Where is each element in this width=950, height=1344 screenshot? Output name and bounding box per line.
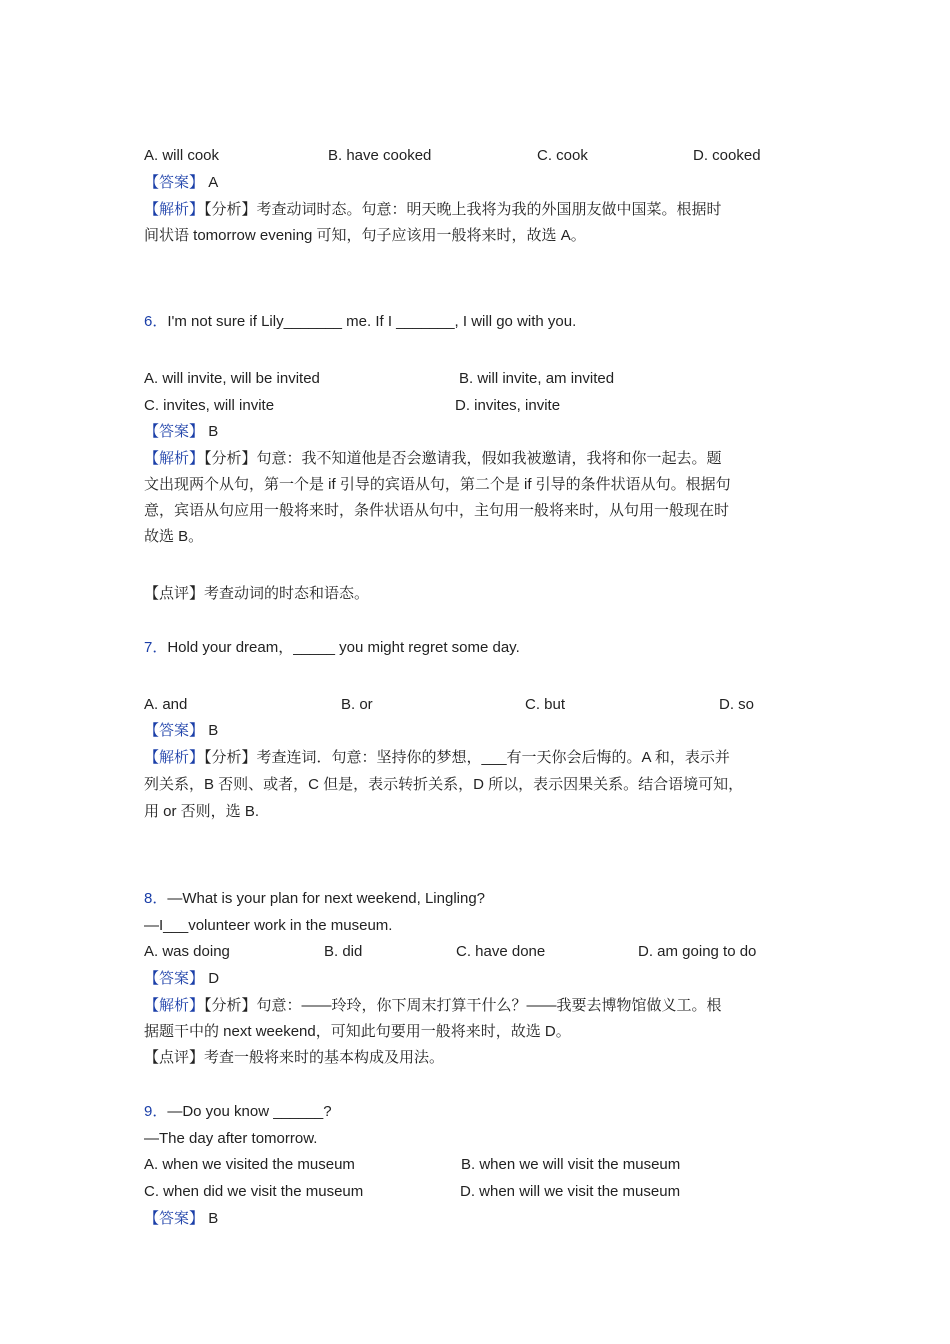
answer-tag: 【答案】 (144, 423, 205, 440)
q7-options-row (144, 695, 804, 715)
analysis-text: 【分析】考查动词时态。句意：明天晚上我将为我的外国朋友做中国菜。根据时 (204, 201, 722, 218)
q9-option-c: C. when did we visit the museum (144, 1183, 364, 1200)
q7-option-a: A. and (144, 696, 188, 713)
answer-tag: 【答案】 (144, 1210, 205, 1227)
q7-option-c: C. but (525, 696, 566, 713)
q9-line-2: —The day after tomorrow. (144, 1130, 318, 1147)
q7-option-d: D. so (719, 696, 755, 713)
answer-value: A (208, 174, 219, 191)
q8-option-b: B. did (324, 943, 363, 960)
question-text: —What is your plan for next weekend, Lingling? (167, 890, 486, 907)
q8-comment: 【点评】考查一般将来时的基本构成及用法。 (144, 1049, 445, 1066)
answer-value: D (208, 970, 220, 987)
q6-answer (144, 422, 218, 442)
q8-option-c: C. have done (456, 943, 546, 960)
q7-option-b: B. or (341, 696, 373, 713)
q9-stem (144, 1102, 332, 1122)
analysis-text: 【分析】考查连词．句意：坚持你的梦想，___有一天你会后悔的。A 和，表示并 (204, 749, 730, 766)
q6-options-row-1 (144, 369, 804, 389)
q6-option-d: D. invites, invite (455, 397, 561, 414)
q9-answer (144, 1209, 218, 1229)
q7-analysis-line-3: 用 or 否则，选 B. (144, 803, 260, 820)
answer-value: B (208, 1210, 219, 1227)
q5-analysis-line-2: 间状语 tomorrow evening 可知，句子应该用一般将来时，故选 A。 (144, 227, 586, 244)
answer-tag: 【答案】 (144, 722, 205, 739)
q9-options-row-2 (144, 1182, 804, 1202)
q8-option-d: D. am going to do (638, 943, 757, 960)
q6-stem (144, 312, 576, 332)
q6-analysis-line-4: 故选 B。 (144, 528, 204, 545)
q5-option-d: D. cooked (693, 147, 761, 164)
analysis-tag: 【解析】 (144, 201, 205, 218)
q9-option-b: B. when we will visit the museum (461, 1156, 681, 1173)
question-text: —Do you know ______? (167, 1103, 332, 1120)
q6-analysis-line-1 (144, 449, 722, 469)
q6-option-c: C. invites, will invite (144, 397, 275, 414)
q5-answer (144, 173, 218, 193)
analysis-tag: 【解析】 (144, 997, 205, 1014)
answer-tag: 【答案】 (144, 174, 205, 191)
q6-option-b: B. will invite, am invited (459, 370, 615, 387)
q6-analysis-line-3: 意，宾语从句应用一般将来时，条件状语从句中，主句用一般将来时，从句用一般现在时 (144, 502, 730, 519)
question-number: 7． (144, 639, 168, 656)
analysis-text: 【分析】句意：——玲玲，你下周末打算干什么？——我要去博物馆做义工。根 (204, 997, 722, 1014)
q8-analysis-line-2: 据题干中的 next weekend，可知此句要用一般将来时，故选 D。 (144, 1023, 571, 1040)
q5-option-b: B. have cooked (328, 147, 432, 164)
q7-stem (144, 638, 520, 658)
q8-line-2: —I___volunteer work in the museum. (144, 917, 393, 934)
q8-options-row (144, 942, 804, 962)
answer-value: B (208, 722, 219, 739)
question-number: 6． (144, 313, 168, 330)
question-text: Hold your dream，_____ you might regret some day. (167, 639, 520, 656)
q8-analysis-line-1 (144, 996, 722, 1016)
q9-option-a: A. when we visited the museum (144, 1156, 355, 1173)
q9-option-d: D. when will we visit the museum (460, 1183, 681, 1200)
question-number: 9． (144, 1103, 168, 1120)
q8-answer (144, 969, 219, 989)
q7-analysis-line-2: 列关系，B 否则、或者，C 但是，表示转折关系，D 所以，表示因果关系。结合语境可知， (144, 776, 744, 793)
q5-options-row (144, 146, 804, 166)
analysis-text: 【分析】句意：我不知道他是否会邀请我，假如我被邀请，我将和你一起去。题 (204, 450, 722, 467)
answer-value: B (208, 423, 219, 440)
q6-analysis-line-2: 文出现两个从句，第一个是 if 引导的宾语从句，第二个是 if 引导的条件状语从句。根据句 (144, 476, 731, 493)
q6-comment: 【点评】考查动词的时态和语态。 (144, 585, 370, 602)
q7-answer (144, 721, 218, 741)
answer-tag: 【答案】 (144, 970, 205, 987)
q8-stem (144, 889, 485, 909)
q5-option-a: A. will cook (144, 147, 220, 164)
question-number: 8． (144, 890, 168, 907)
q6-option-a: A. will invite, will be invited (144, 370, 320, 387)
analysis-tag: 【解析】 (144, 749, 205, 766)
q6-options-row-2 (144, 396, 804, 416)
q5-option-c: C. cook (537, 147, 588, 164)
q9-options-row-1 (144, 1155, 804, 1175)
q5-analysis-line-1 (144, 200, 722, 220)
q8-option-a: A. was doing (144, 943, 230, 960)
question-text: I'm not sure if Lily_______ me. If I _______, I will go with you. (167, 313, 577, 330)
q7-analysis-line-1 (144, 748, 730, 768)
analysis-tag: 【解析】 (144, 450, 205, 467)
